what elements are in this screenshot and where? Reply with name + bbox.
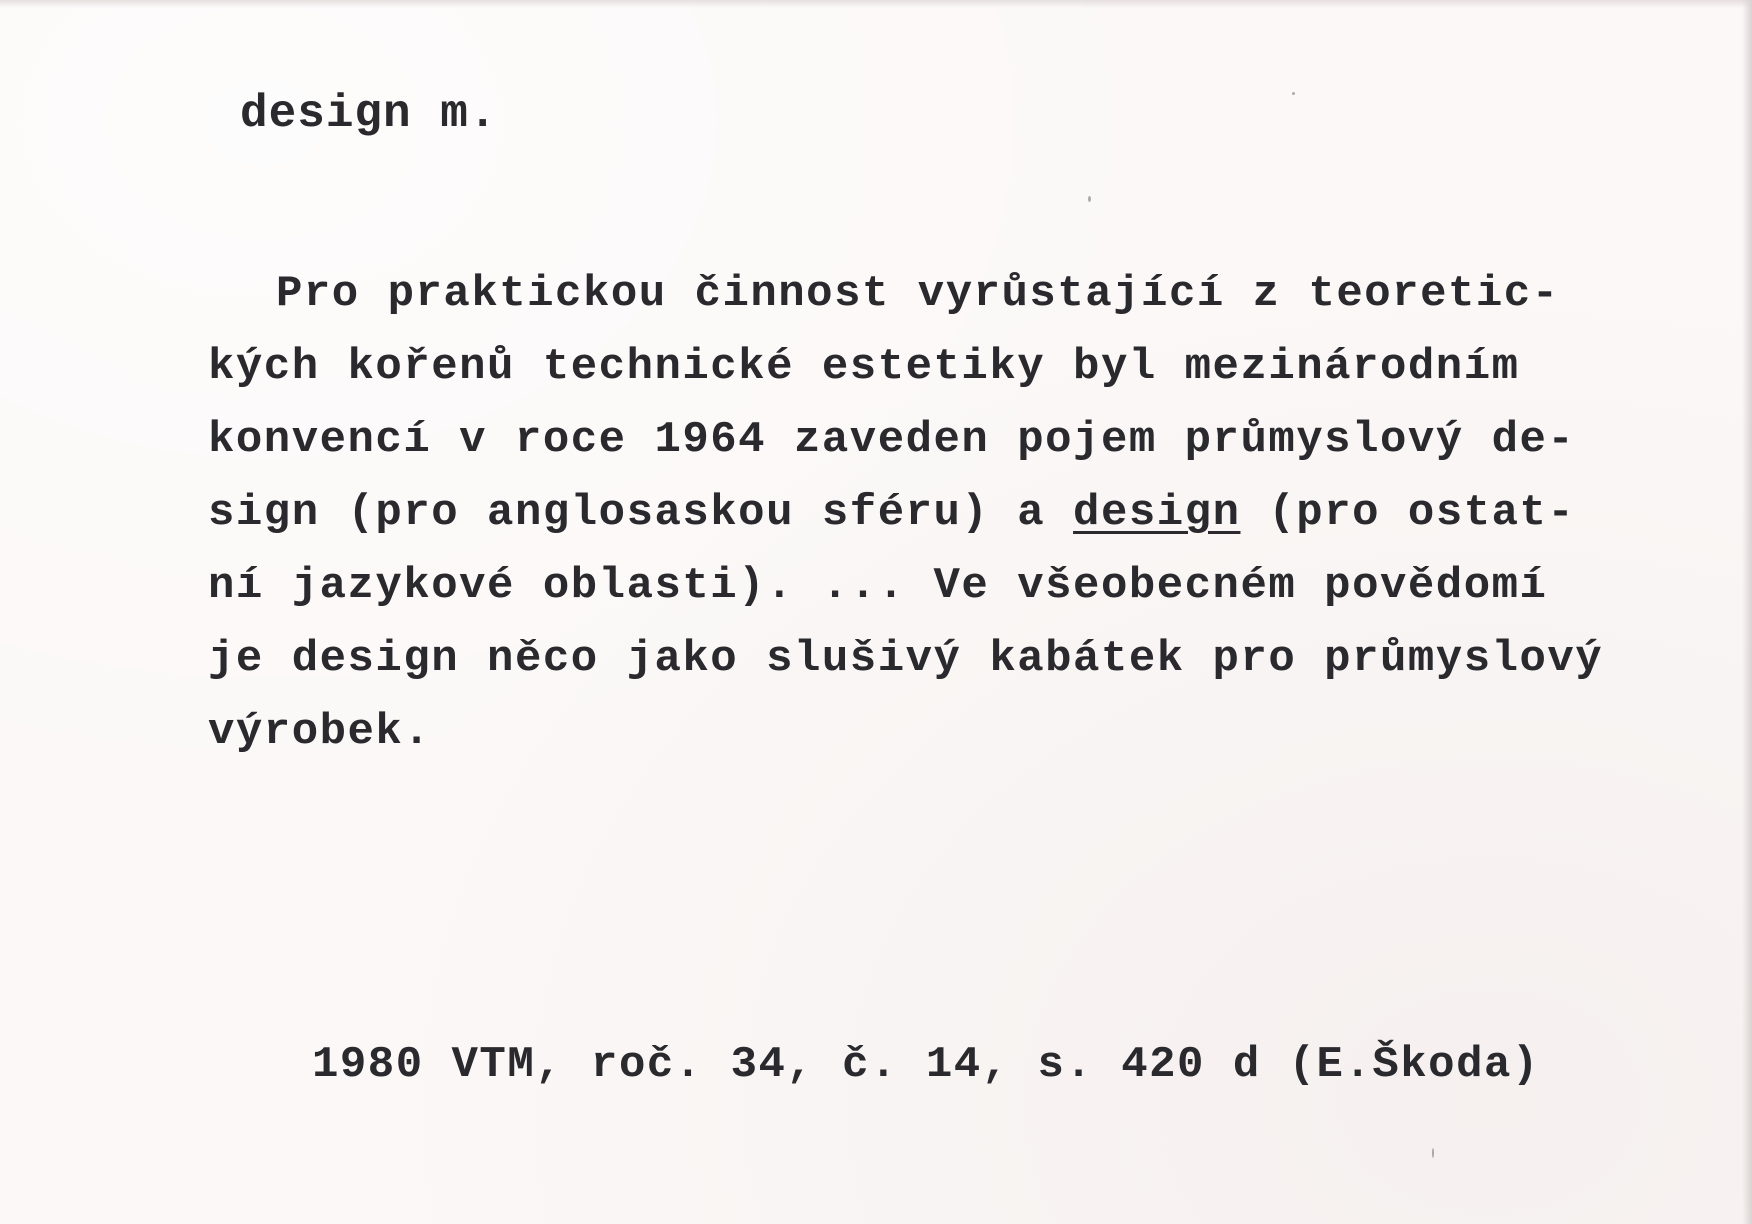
definition-line-4-start: sign (pro anglosaskou sféru) a [208, 488, 1074, 538]
definition-line-4-end: (pro ostat- [1240, 488, 1576, 538]
paper-speck [1432, 1148, 1434, 1158]
definition-line-4 [208, 477, 1728, 550]
headword: design m. [240, 88, 498, 140]
source-citation: 1980 VTM, roč. 34, č. 14, s. 420 d (E.Škoda) [312, 1040, 1540, 1090]
definition-line-5: ní jazykové oblasti). ... Ve všeobecném povědomí [208, 561, 1548, 611]
underlined-term: design [1073, 488, 1241, 538]
definition-line-6: je design něco jako slušivý kabátek pro průmyslový [208, 634, 1604, 684]
definition-line-3: konvencí v roce 1964 zaveden pojem průmyslový de- [208, 415, 1576, 465]
card-top-edge [0, 0, 1752, 8]
paper-speck [1088, 196, 1091, 202]
paper-speck [1292, 92, 1295, 95]
card-right-edge [1742, 0, 1752, 1224]
definition-line-7: výrobek. [208, 707, 432, 757]
definition-text [208, 258, 1728, 769]
definition-line-2: kých kořenů technické estetiky byl mezinárodním [208, 342, 1520, 392]
definition-line-1: Pro praktickou činnost vyrůstající z teoretic- [276, 269, 1560, 319]
